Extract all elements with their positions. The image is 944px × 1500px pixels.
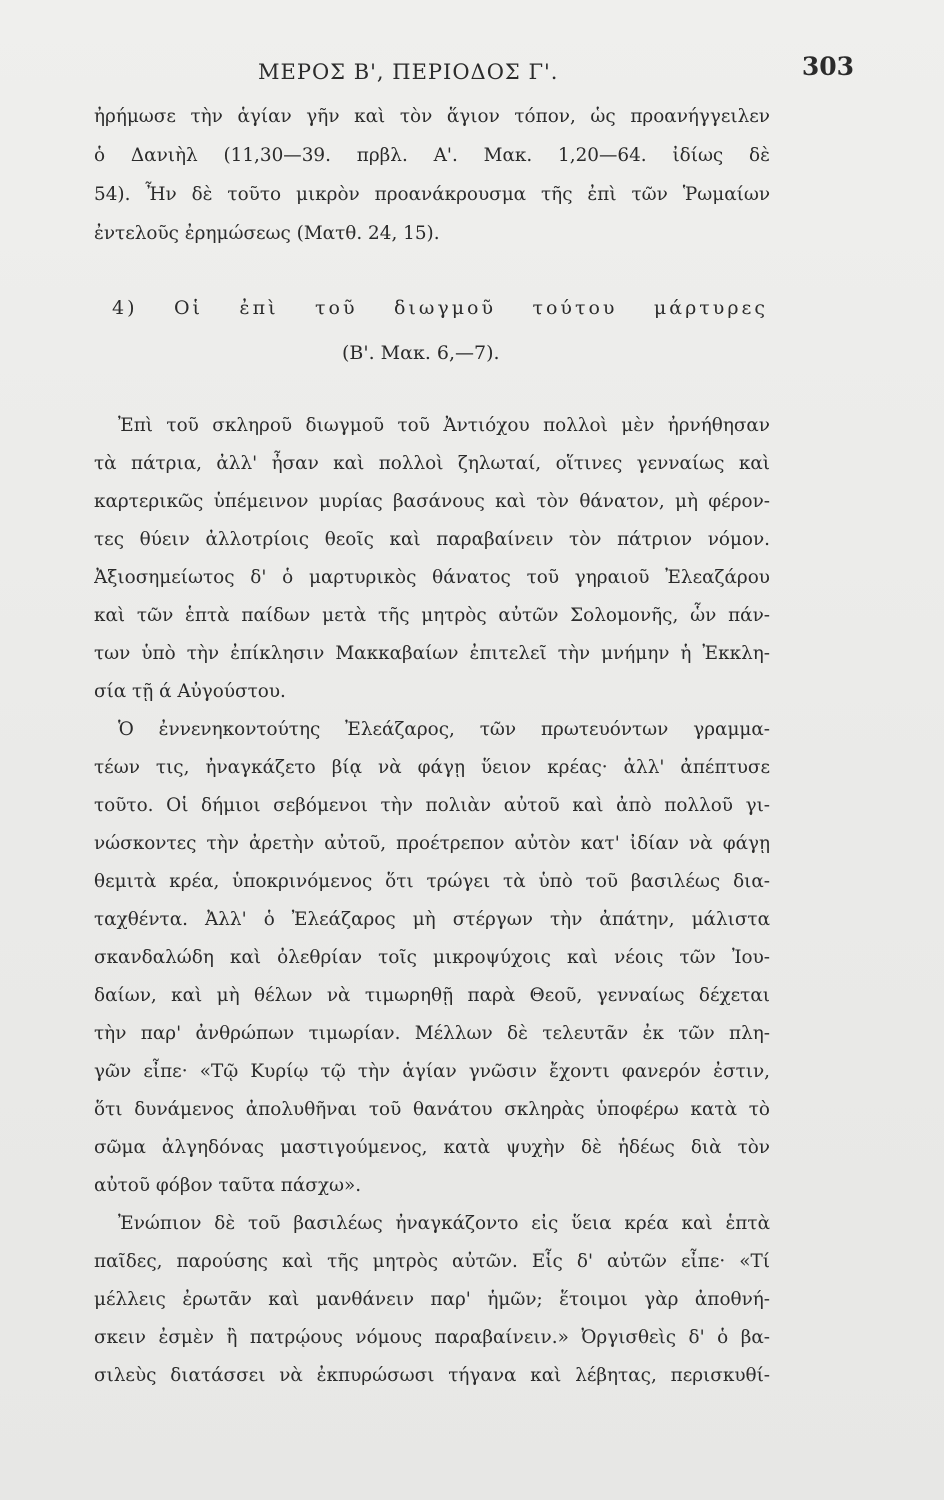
- text-line: ἠρήμωσε τὴν ἁγίαν γῆν καὶ τὸν ἅγιον τόπον, ὡς προανήγγειλεν: [94, 106, 770, 127]
- text-line: Ἐνώπιον δὲ τοῦ βασιλέως ἠναγκάζοντο εἰς ὕεια κρέα καὶ ἑπτὰ: [118, 1213, 770, 1234]
- text-line: τες θύειν ἀλλοτρίοις θεοῖς καὶ παραβαίνειν τὸν πάτριον νόμον.: [94, 529, 770, 550]
- text-line: σκανδαλώδη καὶ ὀλεθρίαν τοῖς μικροψύχοις καὶ νέοις τῶν Ἰου-: [94, 947, 770, 968]
- text-line: δαίων, καὶ μὴ θέλων νὰ τιμωρηθῇ παρὰ Θεοῦ, γενναίως δέχεται: [94, 985, 770, 1006]
- text-line: αὐτοῦ φόβον ταῦτα πάσχω».: [94, 1175, 362, 1196]
- text-line: των ὑπὸ τὴν ἐπίκλησιν Μακκαβαίων ἐπιτελεῖ τὴν μνήμην ἡ Ἐκκλη-: [94, 643, 770, 664]
- text-line: σιλεὺς διατάσσει νὰ ἐκπυρώσωσι τήγανα καὶ λέβητας, περισκυθί-: [94, 1365, 770, 1386]
- text-line: σῶμα ἀλγηδόνας μαστιγούμενος, κατὰ ψυχὴν δὲ ἡδέως διὰ τὸν: [94, 1137, 770, 1158]
- text-line: τοῦτο. Οἱ δήμιοι σεβόμενοι τὴν πολιὰν αὐτοῦ καὶ ἀπὸ πολλοῦ γι-: [94, 795, 770, 816]
- text-line: ἐντελοῦς ἐρημώσεως (Ματθ. 24, 15).: [94, 223, 440, 244]
- text-line: τὴν παρ' ἀνθρώπων τιμωρίαν. Μέλλων δὲ τελευτᾶν ἐκ τῶν πλη-: [94, 1023, 770, 1044]
- text-line: καρτερικῶς ὑπέμεινον μυρίας βασάνους καὶ τὸν θάνατον, μὴ φέρον-: [94, 491, 770, 512]
- section-reference: (Β'. Μακ. 6,—7).: [342, 342, 500, 364]
- text-line: θεμιτὰ κρέα, ὑποκρινόμενος ὅτι τρώγει τὰ ὑπὸ τοῦ βασιλέως δια-: [94, 871, 770, 892]
- text-line: 54). Ἦν δὲ τοῦτο μικρὸν προανάκρουσμα τῆς ἐπὶ τῶν Ῥωμαίων: [94, 184, 770, 205]
- text-line: καὶ τῶν ἑπτὰ παίδων μετὰ τῆς μητρὸς αὐτῶν Σολομονῆς, ὧν πάν-: [94, 605, 770, 626]
- text-line: τὰ πάτρια, ἀλλ' ἦσαν καὶ πολλοὶ ζηλωταί, οἵτινες γενναίως καὶ: [94, 453, 770, 474]
- text-line: ταχθέντα. Ἀλλ' ὁ Ἐλεάζαρος μὴ στέργων τὴν ἀπάτην, μάλιστα: [94, 909, 770, 930]
- text-line: ὁ Δανιὴλ (11,30—39. πρβλ. Α'. Μακ. 1,20—64. ἰδίως δὲ: [94, 145, 770, 166]
- text-line: παῖδες, παρούσης καὶ τῆς μητρὸς αὐτῶν. Εἷς δ' αὐτῶν εἶπε· «Τί: [94, 1251, 770, 1272]
- text-line: Ὁ ἐννενηκοντούτης Ἐλεάζαρος, τῶν πρωτευόντων γραμμα-: [118, 719, 770, 740]
- text-line: τέων τις, ἠναγκάζετο βίᾳ νὰ φάγῃ ὕειον κρέας· ἀλλ' ἀπέπτυσε: [94, 757, 770, 778]
- text-line: Ἐπὶ τοῦ σκληροῦ διωγμοῦ τοῦ Ἀντιόχου πολλοὶ μὲν ἠρνήθησαν: [118, 415, 770, 436]
- running-head: [86, 52, 854, 92]
- text-line: σία τῇ ά Αὐγούστου.: [94, 681, 286, 702]
- text-line: νώσκοντες τὴν ἀρετὴν αὐτοῦ, προέτρεπον αὐτὸν κατ' ἰδίαν νὰ φάγῃ: [94, 833, 770, 854]
- section-heading: 4) Οἱ ἐπὶ τοῦ διωγμοῦ τούτου μάρτυρες: [112, 297, 768, 319]
- text-line: Ἀξιοσημείωτος δ' ὁ μαρτυρικὸς θάνατος τοῦ γηραιοῦ Ἐλεαζάρου: [94, 567, 770, 588]
- page-number: 303: [801, 52, 854, 81]
- text-line: γῶν εἶπε· «Τῷ Κυρίῳ τῷ τὴν ἁγίαν γνῶσιν ἔχοντι φανερόν ἐστιν,: [94, 1061, 770, 1082]
- text-line: σκειν ἐσμὲν ἢ πατρῴους νόμους παραβαίνειν.» Ὀργισθεὶς δ' ὁ βα-: [94, 1327, 770, 1348]
- text-line: ὅτι δυνάμενος ἀπολυθῆναι τοῦ θανάτου σκληρὰς ὑποφέρω κατὰ τὸ: [94, 1099, 770, 1120]
- text-line: μέλλεις ἐρωτᾶν καὶ μανθάνειν παρ' ἡμῶν; ἕτοιμοι γὰρ ἀποθνή-: [94, 1289, 770, 1310]
- running-title: ΜΕΡΟΣ Β', ΠΕΡΙΟΔΟΣ Γ'.: [258, 60, 559, 84]
